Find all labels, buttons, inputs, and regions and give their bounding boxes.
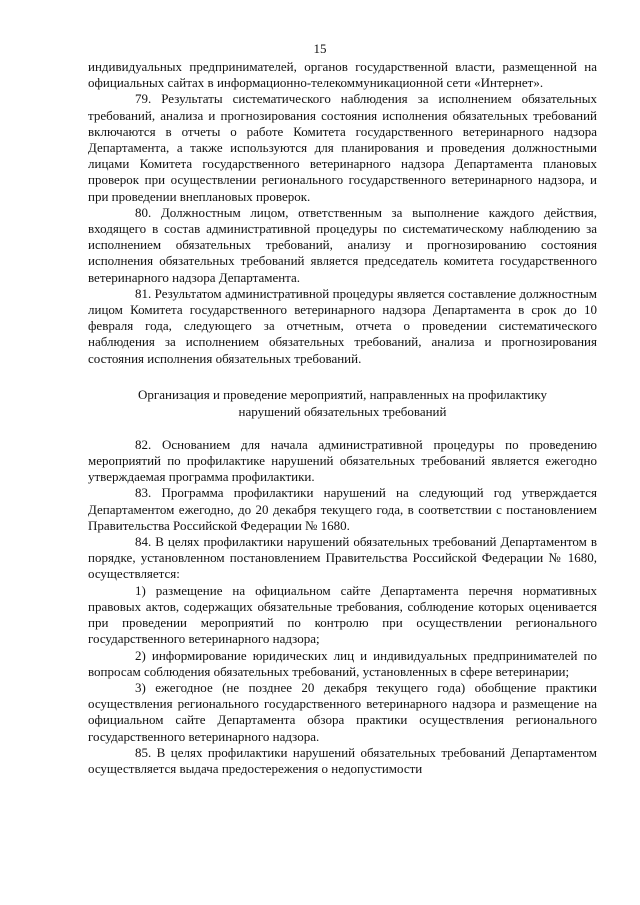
list-item-1: 1) размещение на официальном сайте Департамента перечня нормативных правовых актов, содержащих обязательные требования, соблюдение которых оценивается при проведении мероприятий по контролю при осуществлении регионального государственного ветеринарного надзора; (88, 582, 597, 647)
section-heading (88, 386, 597, 420)
list-item-3: 3) ежегодное (не позднее 20 декабря текущего года) обобщение практики осуществления регионального государственного ветеринарного надзора и размещение на официальном сайте Департамента обзора практики осуществления регионального государственного ветеринарного надзора. (88, 679, 597, 744)
paragraph-82: 82. Основанием для начала административной процедуры по проведению мероприятий по профилактике нарушений обязательных требований является ежегодно утверждаемая программа профилактики. (88, 436, 597, 485)
paragraph-84: 84. В целях профилактики нарушений обязательных требований Департаментом в порядке, установленном постановлением Правительства Российской Федерации № 1680, осуществляется: (88, 534, 597, 582)
document-body (88, 59, 597, 777)
paragraph-79: 79. Результаты систематического наблюдения за исполнением обязательных требований, анализа и прогнозирования состояния исполнения обязательных требований включаются в отчеты о работе Комитета государственного ветеринарного надзора Департамента, а также используются для планирования и проведения должностными лицами Комитета государственного ветеринарного надзора Департамента плановых проверок при осуществлении регионального государственного ветеринарного надзора, и при проведении внеплановых проверок. (88, 91, 597, 204)
page-number: 15 (313, 41, 327, 56)
paragraph-81: 81. Результатом административной процедуры является составление должностным лицом Комитета государственного ветеринарного надзора Департамента в срок до 10 февраля года, следующего за отчетным, отчета о проведении систематического наблюдения за исполнением обязательных требований, анализа и прогнозирования состояния исполнения обязательных требований. (88, 285, 597, 366)
paragraph-83: 83. Программа профилактики нарушений на следующий год утверждается Департаментом ежегодно, до 20 декабря текущего года, в соответствии с постановлением Правительства Российской Федерации № 1680. (88, 485, 597, 533)
section-heading-line-2: нарушений обязательных требований (238, 403, 447, 419)
section-heading-line-1: Организация и проведение мероприятий, направленных на профилактику (138, 386, 547, 402)
paragraph-85: 85. В целях профилактики нарушений обязательных требований Департаментом осуществляется выдача предостережения о недопустимости (88, 744, 597, 776)
paragraph-80: 80. Должностным лицом, ответственным за выполнение каждого действия, входящего в состав административной процедуры по систематическому наблюдению за исполнением обязательных требований, анализу и прогнозированию состояния исполнения обязательных требований является председатель комитета государственного ветеринарного надзора Департамента. (88, 204, 597, 285)
paragraph-78-continuation: индивидуальных предпринимателей, органов государственной власти, размещенной на официальных сайтах в информационно-телекоммуникационной сети «Интернет». (88, 59, 597, 91)
list-item-2: 2) информирование юридических лиц и индивидуальных предпринимателей по вопросам соблюдения обязательных требований, установленных в сфере ветеринарии; (88, 647, 597, 679)
